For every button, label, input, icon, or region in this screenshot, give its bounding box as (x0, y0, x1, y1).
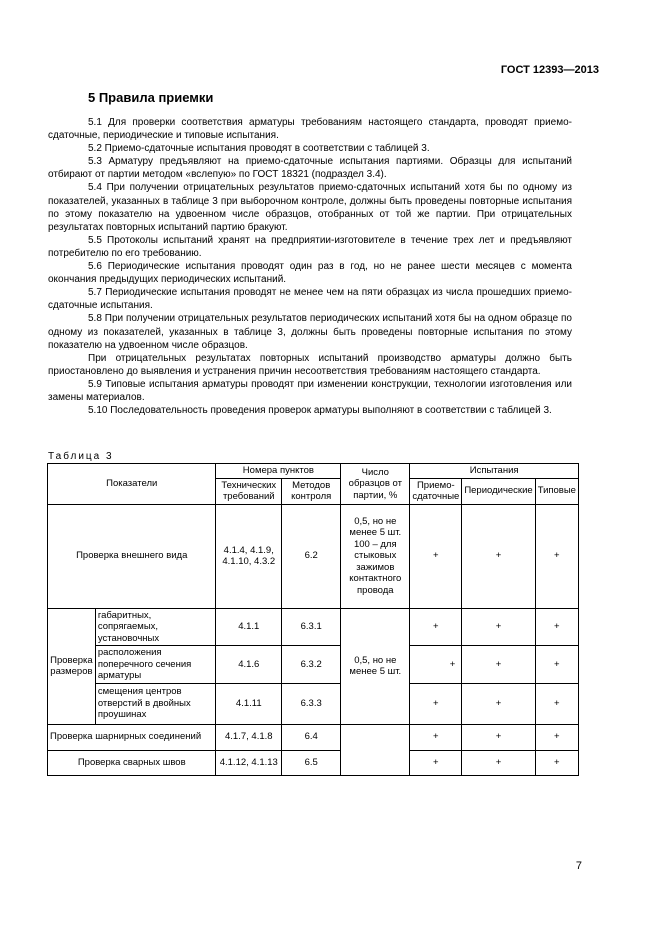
table-header-row (48, 464, 579, 479)
row-group-label: Проверка размеров (48, 608, 96, 724)
row-acceptance: + (410, 608, 462, 646)
row-method: 6.3.1 (282, 608, 341, 646)
table-row (48, 504, 579, 608)
paragraph-5-1: 5.1 Для проверки соответствия арматуры требованиям настоящего стандарта, проводят приемо-сдаточные, периодические и типовые испытания. (48, 117, 572, 142)
row-type: + (535, 683, 578, 724)
row-periodic: + (462, 608, 535, 646)
row-method: 6.3.2 (282, 646, 341, 684)
paragraph-5-6: 5.6 Периодические испытания проводят один раз в год, но не ранее шести месяцев с момента окончания предыдущих периодических испытаний. (48, 261, 572, 286)
header-periodic: Периодические (462, 478, 535, 504)
header-clause-numbers: Номера пунктов (216, 464, 341, 479)
row-type: + (535, 504, 578, 608)
header-acceptance: Приемо-сдаточные (410, 478, 462, 504)
paragraph-5-8: 5.8 При получении отрицательных результатов периодических испытаний хотя бы на одном образце по одному из показателей, указанных в таблице 3, должны быть проведены повторные испытания по этому показателю на удвоенном числе образцов. (48, 313, 572, 351)
row-acceptance: + (410, 504, 462, 608)
table-row (48, 750, 579, 775)
row-acceptance: + (410, 750, 462, 775)
row-label: Проверка внешнего вида (48, 504, 216, 608)
row-type: + (535, 646, 578, 684)
header-indicators: Показатели (48, 464, 216, 505)
row-label: Проверка сварных швов (48, 750, 216, 775)
section-title: 5 Правила приемки (88, 90, 214, 105)
row-periodic: + (462, 724, 535, 750)
header-tech-req: Технических требований (216, 478, 282, 504)
document-standard-number: ГОСТ 12393—2013 (500, 64, 599, 76)
table-row (48, 646, 579, 684)
paragraph-5-3: 5.3 Арматуру предъявляют на приемо-сдаточные испытания партиями. Образцы для испытаний отбирают от партии методом «вслепую» по ГОСТ 18321 (подраздел 3.4). (48, 156, 572, 181)
table-row (48, 608, 579, 646)
row-samples-empty (341, 724, 410, 775)
row-samples: 0,5, но не менее 5 шт. 100 – для стыковых зажимов контактного провода (341, 504, 410, 608)
row-type: + (535, 724, 578, 750)
row-tech-req: 4.1.12, 4.1.13 (216, 750, 282, 775)
table-caption: Таблица 3 (48, 451, 114, 462)
row-acceptance: + (410, 683, 462, 724)
header-sample-count: Число образцов от партии, % (341, 464, 410, 505)
table-row (48, 724, 579, 750)
row-label: Проверка шарнирных соединений (48, 724, 216, 750)
paragraph-5-10: 5.10 Последовательность проведения проверок арматуры выполняют в соответствии с таблицей 3. (88, 405, 552, 417)
row-acceptance: + (410, 646, 462, 684)
paragraph-5-5: 5.5 Протоколы испытаний хранят на предприятии-изготовителе в течение трех лет и предъявляют потребителю по его требованию. (48, 234, 572, 259)
paragraph-5-7: 5.7 Периодические испытания проводят не менее чем на пяти образцах из числа прошедших приемо-сдаточные испытания. (48, 287, 572, 312)
row-label: габаритных, сопрягаемых, установочных (95, 608, 216, 646)
row-method: 6.5 (282, 750, 341, 775)
paragraph-5-2: 5.2 Приемо-сдаточные испытания проводят в соответствии с таблицей 3. (88, 143, 430, 155)
row-tech-req: 4.1.4, 4.1.9, 4.1.10, 4.3.2 (216, 504, 282, 608)
header-type: Типовые (535, 478, 578, 504)
row-tech-req: 4.1.6 (216, 646, 282, 684)
row-samples: 0,5, но не менее 5 шт. (341, 608, 410, 724)
row-method: 6.2 (282, 504, 341, 608)
row-type: + (535, 608, 578, 646)
acceptance-table (47, 463, 579, 776)
section-body (48, 116, 572, 417)
header-control-methods: Методов контроля (282, 478, 341, 504)
row-periodic: + (462, 683, 535, 724)
row-tech-req: 4.1.11 (216, 683, 282, 724)
table-row (48, 683, 579, 724)
page-number: 7 (575, 860, 582, 872)
row-tech-req: 4.1.7, 4.1.8 (216, 724, 282, 750)
row-type: + (535, 750, 578, 775)
row-label: расположения поперечного сечения арматуры (95, 646, 216, 684)
row-periodic: + (462, 646, 535, 684)
row-label: смещения центров отверстий в двойных проушинах (95, 683, 216, 724)
row-method: 6.4 (282, 724, 341, 750)
paragraph-5-4: 5.4 При получении отрицательных результатов приемо-сдаточных испытаний хотя бы по одному из показателей, указанных в таблице 3 при выборочном контроле, должны быть проведены повторные испытания по этому показателю на удвоенном числе образцов, отобранных от той же партии. При отрицательных результатах повторных испытаний партию бракуют. (48, 182, 572, 233)
row-method: 6.3.3 (282, 683, 341, 724)
paragraph-5-8-cont: При отрицательных результатах повторных испытаний производство арматуры должно быть приостановлено до выявления и устранения причин несоответствия требованиям настоящего стандарта. (48, 352, 572, 377)
header-tests: Испытания (410, 464, 579, 479)
row-acceptance: + (410, 724, 462, 750)
row-periodic: + (462, 504, 535, 608)
row-periodic: + (462, 750, 535, 775)
row-tech-req: 4.1.1 (216, 608, 282, 646)
paragraph-5-9: 5.9 Типовые испытания арматуры проводят при изменении конструкции, технологии изготовления или замены материалов. (48, 378, 572, 403)
